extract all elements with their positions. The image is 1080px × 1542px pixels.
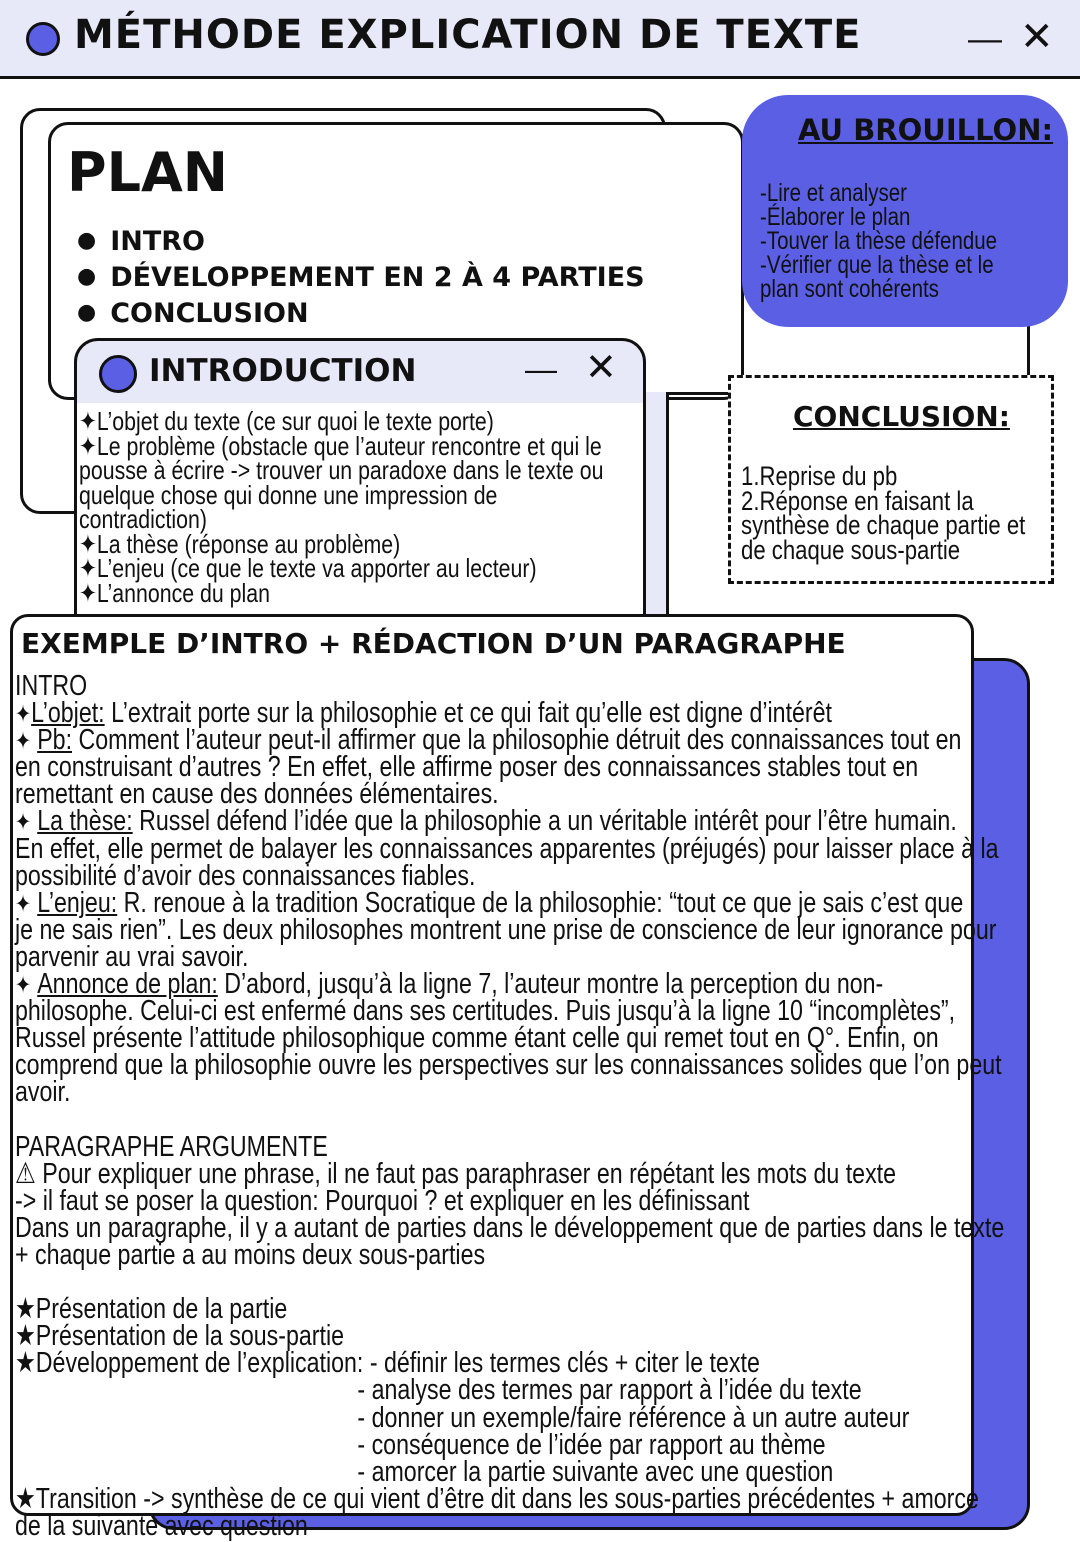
list-item: ✦L’annonce du plan bbox=[79, 577, 270, 608]
text-line: philosophe. Celui-ci est enfermé dans ses certitudes. Puis jusqu’à la ligne 10 “incomplètes”, bbox=[15, 995, 956, 1028]
plan-list bbox=[77, 225, 645, 333]
text-line: possibilité d’avoir des connaissances fiables. bbox=[15, 859, 476, 892]
pb-label: Pb: bbox=[37, 724, 73, 757]
sub-step-line: - donner un exemple/faire référence à un autre auteur bbox=[357, 1401, 910, 1434]
list-item: ✦Le problème (obstacle que l’auteur rencontre et qui le bbox=[79, 430, 602, 461]
sub-step-line: - analyse des termes par rapport à l’idée du texte bbox=[357, 1374, 862, 1407]
list-item: synthèse de chaque partie et bbox=[741, 510, 1026, 540]
sparkle-icon: ✦ bbox=[15, 808, 38, 837]
transition-line: ★Transition -> synthèse de ce qui vient d’être dit dans les sous-parties précédentes + amorce bbox=[15, 1482, 979, 1515]
list-item: ✦La thèse (réponse au problème) bbox=[79, 528, 401, 559]
pb-line bbox=[15, 724, 962, 757]
list-item: -Élaborer le plan bbox=[760, 203, 911, 231]
sub-step-line: - conséquence de l’idée par rapport au thème bbox=[357, 1428, 826, 1461]
text-line: En effet, elle permet de balayer les connaissances apparentes (préjugés) pour laisser place à la bbox=[15, 832, 999, 865]
list-item: plan sont cohérents bbox=[760, 275, 939, 303]
list-item: 1.Reprise du pb bbox=[741, 461, 898, 491]
objet-text: L’extrait porte sur la philosophie et ce qui fait qu’elle est digne d’intérêt bbox=[104, 697, 833, 730]
plan-item: ● INTRO bbox=[77, 225, 645, 261]
brouillon-title: AU BROUILLON: bbox=[798, 113, 1054, 147]
list-item: pousse à écrire -> trouver un paradoxe dans le texte ou bbox=[79, 455, 604, 485]
circle-icon bbox=[99, 355, 137, 393]
brouillon-list bbox=[760, 181, 1049, 301]
page-title: MÉTHODE EXPLICATION DE TEXTE bbox=[74, 12, 862, 58]
text-line: avoir. bbox=[15, 1076, 71, 1109]
text-line: Russel présente l’attitude philosophique comme étant celle qui remet tout en Q°. Enfin, on bbox=[15, 1022, 939, 1055]
annonce-text: D’abord, jusqu’à la ligne 7, l’auteur montre la perception du non- bbox=[217, 968, 884, 1001]
text-line: remettant en cause des données élémentaires. bbox=[15, 778, 499, 811]
list-item: de chaque sous-partie bbox=[741, 534, 961, 565]
text-line: je ne sais rien”. Les deux philosophes montrent une prise de conscience de leur ignorance pour bbox=[15, 913, 997, 946]
brouillon-panel bbox=[742, 95, 1068, 327]
plan-item: ● CONCLUSION bbox=[77, 297, 645, 333]
text-line: en construisant d’autres ? En effet, elle affirme poser des connaissances stables tout en bbox=[15, 751, 919, 784]
list-item: contradiction) bbox=[79, 504, 207, 534]
intro-heading: INTRO bbox=[15, 670, 88, 702]
sparkle-icon: ✦ bbox=[15, 971, 38, 1000]
transition-line: de la suivante avec question bbox=[15, 1509, 308, 1542]
connector-line bbox=[1027, 320, 1030, 378]
list-item: ✦L’enjeu (ce que le texte va apporter au lecteur) bbox=[79, 553, 537, 583]
example-panel bbox=[10, 614, 1005, 1542]
introduction-text bbox=[79, 406, 719, 608]
close-icon[interactable]: ✕ bbox=[585, 347, 617, 389]
conclusion-title: CONCLUSION: bbox=[793, 400, 1010, 433]
title-bar bbox=[0, 0, 1080, 79]
conclusion-panel bbox=[728, 375, 1054, 584]
list-item: ✦L’objet du texte (ce sur quoi le texte porte) bbox=[79, 406, 494, 436]
list-item: -Touver la thèse défendue bbox=[760, 227, 998, 255]
para-heading: PARAGRAPHE ARGUMENTE bbox=[15, 1130, 328, 1163]
list-item: -Vérifier que la thèse et le bbox=[760, 251, 994, 279]
list-item: quelque chose qui donne une impression de bbox=[79, 479, 498, 510]
annonce-line bbox=[15, 968, 943, 1001]
these-line bbox=[15, 805, 957, 838]
text-line: comprend que la philosophie ouvre les perspectives sur les connaissances solides que l’on peut bbox=[15, 1049, 1002, 1082]
text-line: parvenir au vrai savoir. bbox=[15, 940, 249, 973]
introduction-title: INTRODUCTION bbox=[149, 353, 417, 389]
step-line: ★Développement de l’explication: - définir les termes clés + citer le texte bbox=[15, 1347, 760, 1380]
circle-icon bbox=[26, 22, 60, 56]
list-item: -Lire et analyser bbox=[760, 179, 907, 207]
text-line: -> il faut se poser la question: Pourquoi ? et expliquer en les définissant bbox=[15, 1184, 750, 1217]
sub-step-line: - amorcer la partie suivante avec une question bbox=[357, 1455, 834, 1488]
step-line: ★Présentation de la sous-partie bbox=[15, 1320, 345, 1353]
warning-line: ⚠ Pour expliquer une phrase, il ne faut pas paraphraser en répétant les mots du texte bbox=[15, 1157, 897, 1190]
connector-line bbox=[666, 392, 730, 395]
introduction-title-bar bbox=[74, 338, 646, 406]
example-title: EXEMPLE D’INTRO + RÉDACTION D’UN PARAGRAPHE bbox=[21, 627, 846, 660]
text-line: + chaque partie a au moins deux sous-parties bbox=[15, 1238, 486, 1271]
objet-line bbox=[15, 697, 943, 730]
minimize-icon[interactable]: — bbox=[525, 351, 557, 387]
text-line: Dans un paragraphe, il y a autant de parties dans le développement que de parties dans le texte bbox=[15, 1211, 1005, 1244]
sparkle-icon: ✦ bbox=[15, 889, 38, 918]
close-icon[interactable]: ✕ bbox=[1020, 15, 1054, 59]
objet-label: L’objet: bbox=[31, 697, 105, 730]
these-text: Russel défend l’idée que la philosophie a un véritable intérêt pour l’être humain. bbox=[132, 805, 957, 838]
plan-title: PLAN bbox=[67, 141, 228, 204]
step-line: ★Présentation de la partie bbox=[15, 1293, 288, 1326]
these-label: La thèse: bbox=[37, 805, 133, 838]
annonce-label: Annonce de plan: bbox=[37, 968, 218, 1001]
spacer bbox=[15, 1269, 943, 1296]
conclusion-list bbox=[741, 461, 1080, 565]
example-text bbox=[15, 670, 1080, 1542]
spacer bbox=[15, 1107, 943, 1134]
enjeu-line bbox=[15, 886, 964, 919]
pb-text: Comment l’auteur peut-il affirmer que la philosophie détruit des connaissances tout en bbox=[72, 724, 962, 757]
plan-item: ● DÉVELOPPEMENT EN 2 À 4 PARTIES bbox=[77, 261, 645, 297]
enjeu-text: R. renoue à la tradition Socratique de la philosophie: “tout ce que je sais c’est que bbox=[117, 886, 964, 919]
introduction-body bbox=[74, 403, 646, 618]
list-item: 2.Réponse en faisant la bbox=[741, 485, 974, 516]
sparkle-icon: ✦ bbox=[15, 700, 32, 729]
enjeu-label: L’enjeu: bbox=[37, 886, 118, 919]
minimize-icon[interactable]: — bbox=[968, 20, 1002, 58]
sparkle-icon: ✦ bbox=[15, 727, 38, 756]
